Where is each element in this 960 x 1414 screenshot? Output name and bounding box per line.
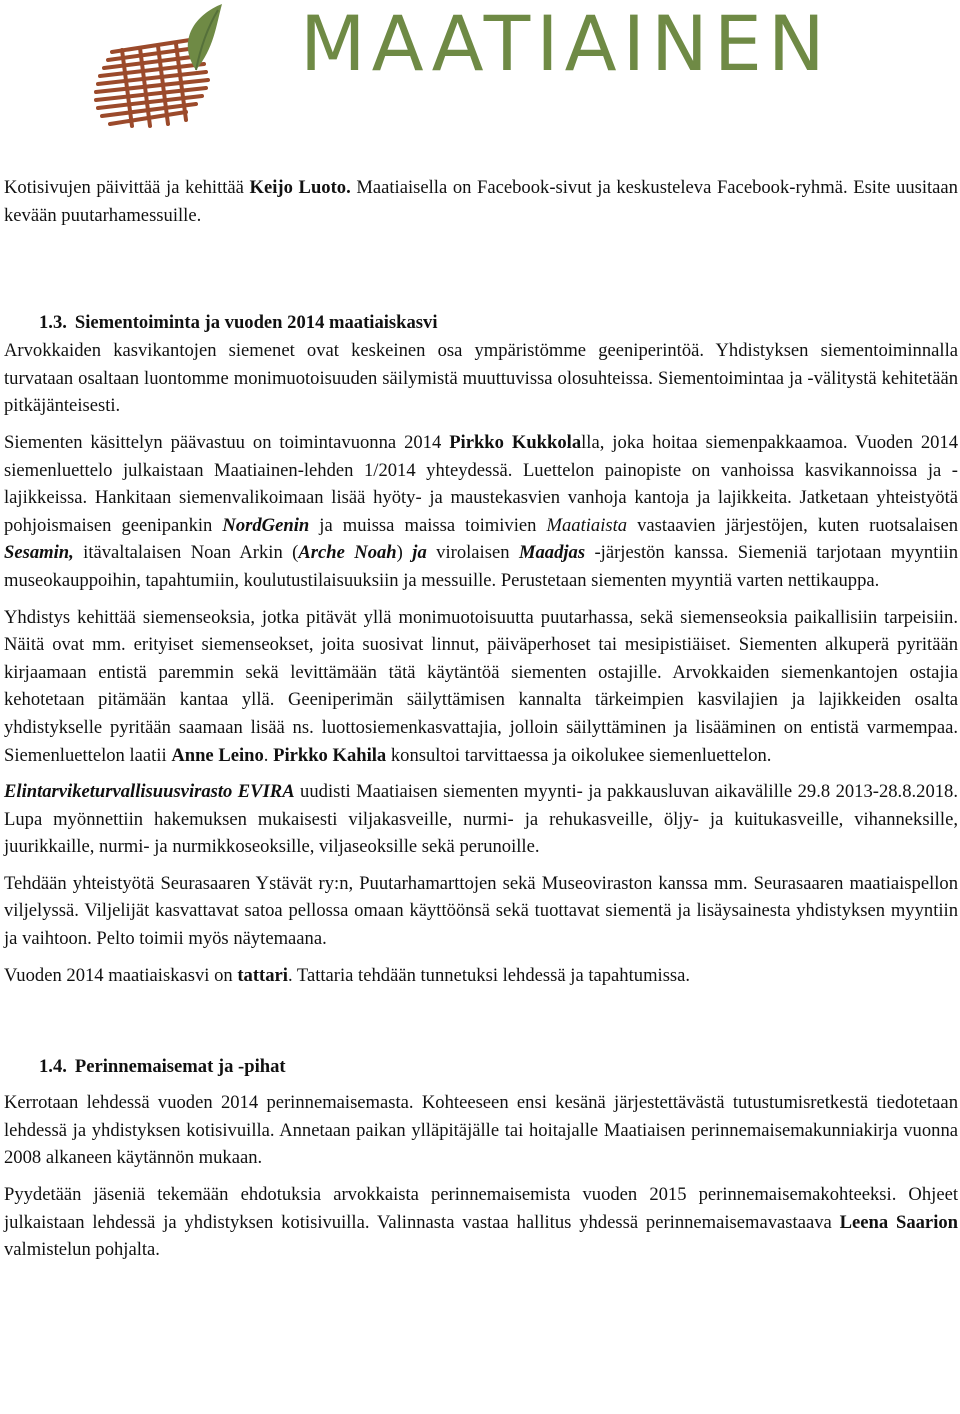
intro-paragraph: Kotisivujen päivittää ja kehittää Keijo Luoto. Maatiaisella on Facebook-sivut ja keskusteleva Facebook-ryhmä. Esite uusitaan kevään puutarhamessuille. [4, 177, 958, 226]
logo-wordmark: MAATIAINEN [300, 0, 831, 88]
document-body [4, 174, 958, 1264]
person-name: Keijo Luoto. [249, 177, 351, 198]
maatiainen-logo-icon [0, 0, 300, 140]
paragraph-1-3-f: Vuoden 2014 maatiaiskasvi on tattari. Tattaria tehdään tunnetuksi lehdessä ja tapahtumissa. [4, 964, 691, 986]
paragraph-1-3-a: Arvokkaiden kasvikantojen siemenet ovat keskeinen osa ympäristömme geeniperintöä. Yhdistyksen siementoiminnalla turvataan osaltaan luontomme monimuotoisuuden säilymistä muuttuvissa olosuhteissa. Siementoimintaa ja -välitystä kehitetään pitkäjänteisesti. [4, 340, 958, 417]
paragraph-1-3-b: Siementen käsittelyn päävastuu on toimintavuonna 2014 Pirkko Kukkolalla, joka hoitaa siemenpakkaamoa. Vuoden 2014 siemenluettelo julkaistaan Maatiainen-lehden 1/2014 yhteydessä. Luettelon painopiste on vanhoissa kasvikannoissa ja -lajikkeissa. Hankitaan siemenvalikoimaan lisää hyöty- ja maustekasvien vanhoja kantoja ja lajikkeita. Jatketaan yhteistyötä pohjoismaisen geenipankin NordGenin ja muissa maissa toimivien Maatiaista vastaavien järjestöjen, kuten ruotsalaisen Sesamin, itävaltalaisen Noan Arkin (Arche Noah) ja virolaisen Maadjas -järjestön kanssa. Siemeniä tarjotaan myyntiin museokauppoihin, tapahtumiin, koulutustilaisuuksiin ja messuille. Perustetaan siementen myyntiä varten nettikauppa. [4, 431, 959, 591]
paragraph-1-4-a: Kerrotaan lehdessä vuoden 2014 perinnemaisemasta. Kohteeseen ensi kesänä järjestettävästä tutustumisretkestä tiedotetaan lehdessä ja yhdistyksen kotisivuilla. Annetaan paikan ylläpitäjälle tai hoitajalle Maatiaisen perinnemaisemakunniakirja vuonna 2008 alkaneen käytännön mukaan. [4, 1092, 958, 1169]
section-heading-1-3: 1.3. Siementoiminta ja vuoden 2014 maatiaiskasvi [39, 312, 438, 334]
paragraph-1-3-c: Yhdistys kehittää siemenseoksia, jotka pitävät yllä monimuotoisuutta puutarhassa, sekä siemenseoksia paikallisiin tarpeisiin. Näitä ovat mm. erityiset siemenseokset, joita suosivat linnut, päiväperhoset tai mesipistiäiset. Siementen alkuperä pyritään kirjaamaan entistä paremmin sekä levittämään tätä käytäntöä siementen ostajille. Arvokkaiden siemenkantojen ostajia kehotetaan pitämään kantaa yllä. Geeniperimän säilyttämisen kannalta tärkeimpien kasvilajien ja lajikkeiden osalta yhdistykselle pyritään saamaan lisää ns. luottosiemenkasvattajia, jolloin säilyttäminen ja lisääminen on entistä varmempaa. Siemenluettelon laatii Anne Leino. Pirkko Kahila konsultoi tarvittaessa ja oikolukee siemenluettelon. [4, 606, 958, 766]
paragraph-1-4-b: Pyydetään jäseniä tekemään ehdotuksia arvokkaista perinnemaisemista vuoden 2015 perinnemaisemakohteeksi. Ohjeet julkaistaan lehdessä ja yhdistyksen kotisivuilla. Valinnasta vastaa hallitus yhdessä perinnemaisemavastaava Leena Saarion valmistelun pohjalta. [4, 1184, 958, 1261]
paragraph-1-3-d: Elintarviketurvallisuusvirasto EVIRA uudisti Maatiaisen siementen myynti- ja pakkausluvan aikavälille 29.8 2013-28.8.2018. Lupa myönnettiin hakemuksen mukaisesti viljakasveille, nurmi- ja rehukasveille, öljy- ja kuitukasveille, vihanneksille, juurikkaille, nurmi- ja nurmikkoseoksille, viljaseoksille sekä perunoille. [4, 781, 958, 858]
paragraph-1-3-e: Tehdään yhteistyötä Seurasaaren Ystävät ry:n, Puutarhamarttojen sekä Museoviraston kanssa mm. Seurasaaren maatiaispellon viljelyssä. Viljelijät kasvattavat satoa pellossa omaan käyttöönsä sekä tuottavat siementä ja lisäysainesta yhdistyksen myyntiin ja vaihtoon. Pelto toimii myös näytemaana. [4, 872, 958, 950]
section-heading-1-4: 1.4. Perinnemaisemat ja -pihat [39, 1056, 286, 1078]
header-logo [0, 0, 960, 140]
